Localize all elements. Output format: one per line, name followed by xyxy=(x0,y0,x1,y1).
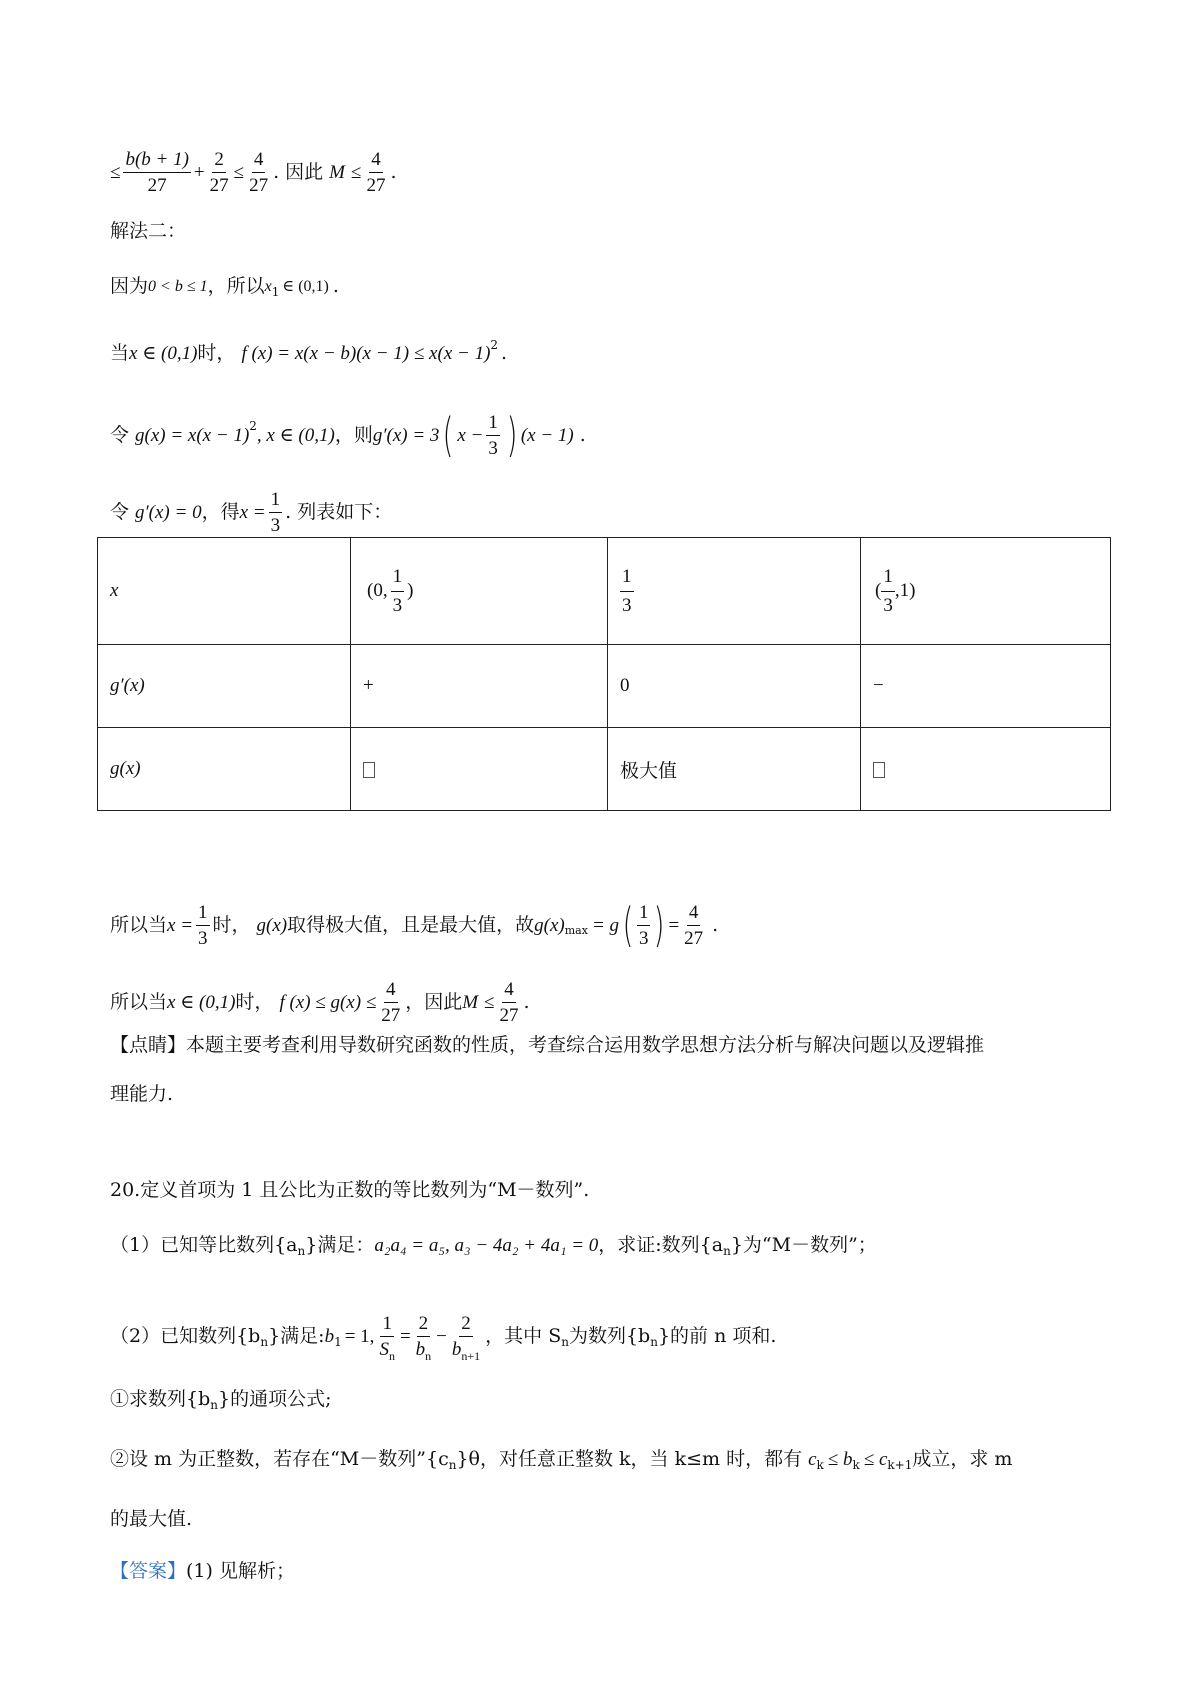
question-20-sub-2-cont: 的最大值. xyxy=(110,1508,193,1530)
question-20-title: 20.定义首项为 1 且公比为正数的等比数列为“M－数列”. xyxy=(110,1179,590,1201)
table-cell: − xyxy=(861,645,1111,728)
comment-line-2: 理能力. xyxy=(110,1083,174,1105)
table-cell: ( $\frac{1}{3}$ ,1) xyxy=(861,538,1111,645)
decreasing-arrow-icon xyxy=(873,762,885,778)
table-cell xyxy=(861,728,1111,811)
fraction-4-27: $\frac{4}{27}$ xyxy=(249,149,269,196)
table-row xyxy=(98,728,1111,811)
table-cell: g′(x) xyxy=(98,645,351,728)
table-cell: $\frac{1}{3}$ xyxy=(608,538,861,645)
table-cell: x xyxy=(98,538,351,645)
variation-table xyxy=(97,537,1111,811)
fraction-one-third: $\frac{1}{3}$ xyxy=(488,411,498,459)
answer-tag: 【答案】 xyxy=(110,1560,187,1582)
table-cell: g(x) xyxy=(98,728,351,811)
fraction-one-third: $\frac{1}{3}$ xyxy=(270,489,281,536)
le-sign: ≤ xyxy=(110,162,121,183)
increasing-arrow-icon xyxy=(363,762,375,778)
so-line-1: 所以当 x = $\frac{1}{3}$ 时， g(x) 取得极大值，且是最大值，故 g(x) max = g ( $\frac{1}{3}$ ) = $\frac{4}{27}$ . xyxy=(110,898,719,952)
question-20-sub-2: ②设 m 为正整数，若存在“M－数列”{c n }θ，对任意正整数 k，当 k≤m 时，都有 c k ≤ b k ≤ c k+1 成立，求 m xyxy=(110,1448,1013,1472)
table-cell: 0 xyxy=(608,645,861,728)
table-row xyxy=(98,538,1111,645)
answer-line: 【答案】 (1) 见解析； xyxy=(110,1560,295,1582)
question-20-part-2: （2）已知数列{b n }满足: b 1 = 1, $\frac{1}{S_n}$ = $\frac{2}{b_n}$ − $\frac{2}{b_{n+1}}$ ，其中 S n 为数列{b n }的前 n 项和. xyxy=(110,1313,777,1363)
table-cell: (0, $\frac{1}{3}$ ) xyxy=(351,538,608,645)
table-cell xyxy=(351,728,608,811)
table-cell: 极大值 xyxy=(608,728,861,811)
when-line: 当 x ∈ (0,1) 时， f (x) = x(x − b)(x − 1) ≤ x(x − 1) 2 . xyxy=(110,337,508,364)
let-line: 令 g(x) = x(x − 1) 2 , x ∈ (0,1) ，则 g′(x) = 3 ( x − $\frac{1}{3}$ ) (x − 1) . xyxy=(110,408,586,462)
fraction-4-27: $\frac{4}{27}$ xyxy=(366,149,386,196)
because-line: 因为 0 < b ≤ 1 ，所以 x 1 ∈ (0,1) . xyxy=(110,275,339,299)
fraction-b: $\frac{b(b + 1)}{27}$ xyxy=(125,149,189,196)
method-heading: 解法二： xyxy=(110,220,187,242)
so-line-2: 所以当 x ∈ (0,1) 时， f (x) ≤ g(x) ≤ $\frac{4}{27}$ ，因此 M ≤ $\frac{4}{27}$ . xyxy=(110,979,530,1026)
fraction-2-27: $\frac{2}{27}$ xyxy=(209,149,229,196)
table-row xyxy=(98,645,1111,728)
table-cell: + xyxy=(351,645,608,728)
question-20-sub-1: ①求数列{b n }的通项公式; xyxy=(110,1388,332,1412)
zero-line: 令 g′(x) = 0 ，得 x = $\frac{1}{3}$ . 列表如下： xyxy=(110,489,393,536)
inequality-line: ≤ $\frac{b(b + 1)}{27}$ + $\frac{2}{27}$ ≤ $\frac{4}{27}$ . 因此 M ≤ $\frac{4}{27}$ . xyxy=(110,149,397,196)
question-20-part-1: （1）已知等比数列{a n }满足： a₂a₄ = a₅, a₃ − 4a₂ + 4a₁ = 0 ，求证:数列{a n }为“M－数列”； xyxy=(110,1234,877,1258)
comment-line-1: 【点睛】本题主要考查利用导数研究函数的性质，考查综合运用数学思想方法分析与解决问题以及逻辑推 xyxy=(110,1034,985,1056)
